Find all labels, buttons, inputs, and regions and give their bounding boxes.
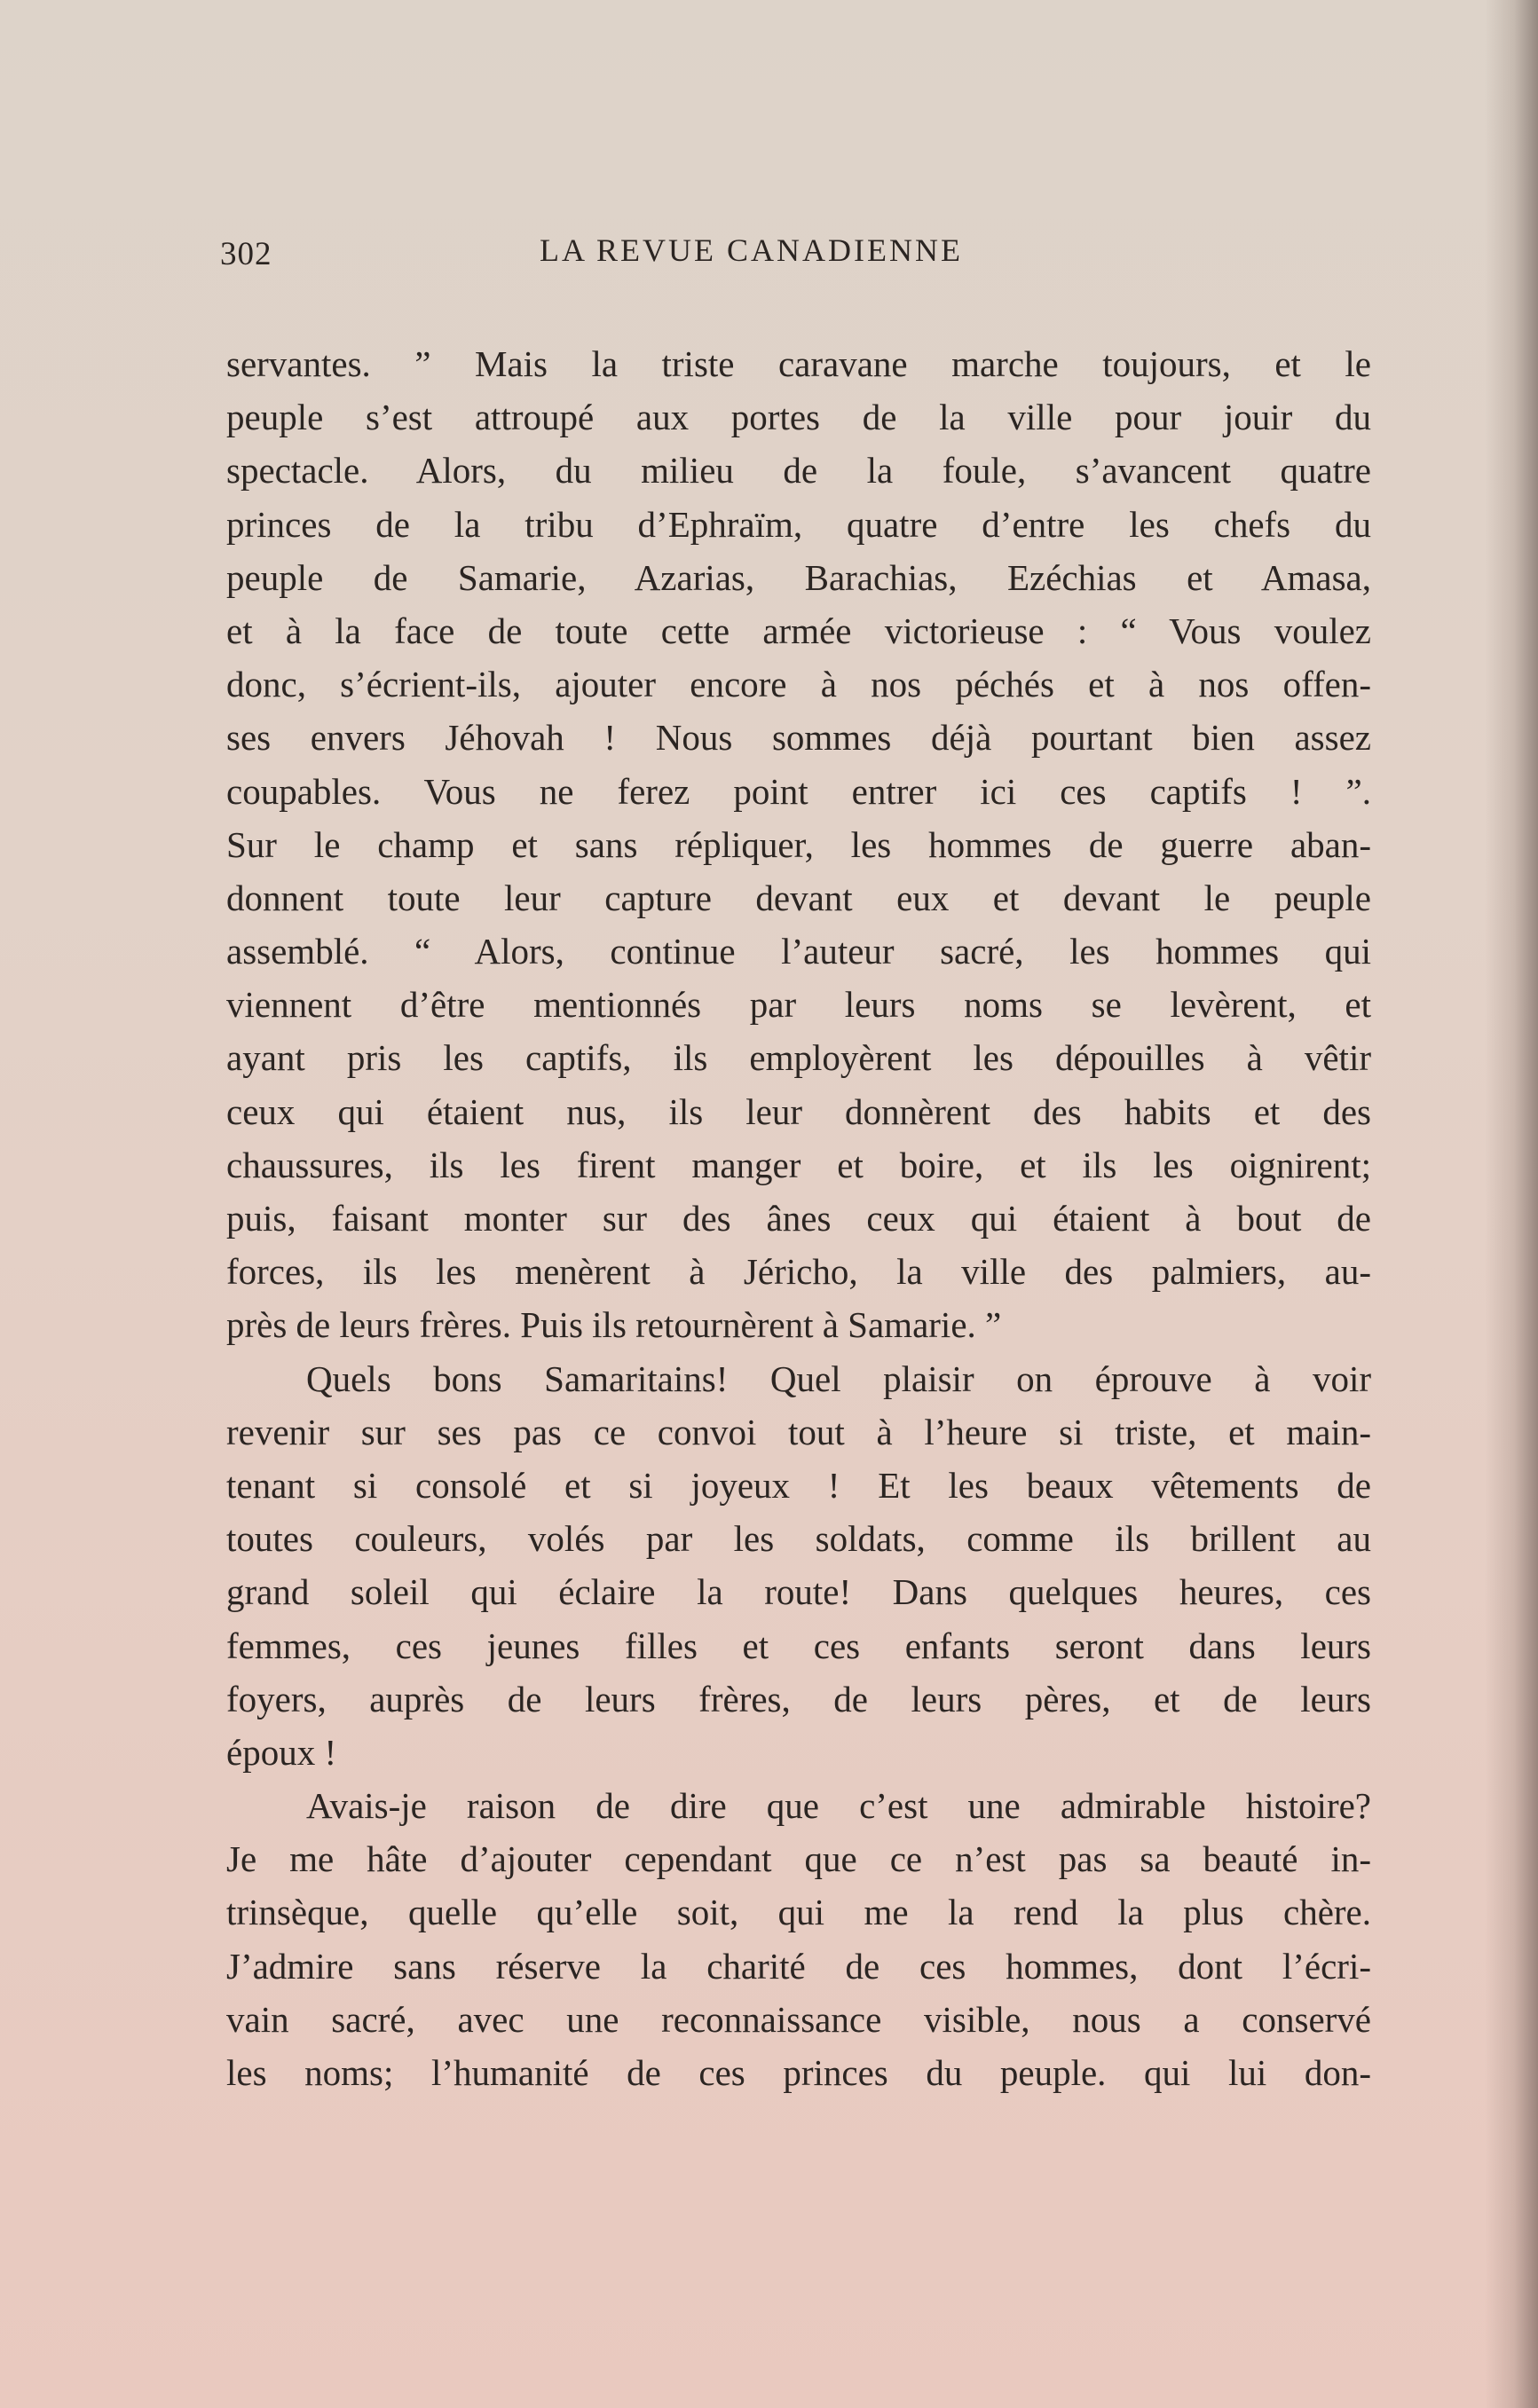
text-line: ayant pris les captifs, ils employèrent les dépouilles à vêtir (226, 1037, 1371, 1079)
text-line: Quels bons Samaritains! Quel plaisir on éprouve à voir (306, 1357, 1371, 1399)
text-line: spectacle. Alors, du milieu de la foule, s’avancent quatre (226, 450, 1371, 492)
running-title: LA REVUE CANADIENNE (540, 232, 963, 268)
text-line: donnent toute leur capture devant eux et devant le peuple (226, 877, 1371, 918)
text-line: J’admire sans réserve la charité de ces hommes, dont l’écri- (226, 1945, 1371, 1987)
text-line: grand soleil qui éclaire la route! Dans quelques heures, ces (226, 1571, 1371, 1613)
text-line: femmes, ces jeunes filles et ces enfants seront dans leurs (226, 1625, 1371, 1666)
page-number: 302 (220, 236, 272, 272)
text-line: ceux qui étaient nus, ils leur donnèrent des habits et des (226, 1090, 1371, 1132)
text-line: viennent d’être mentionnés par leurs noms se levèrent, et (226, 984, 1371, 1026)
text-line: ses envers Jéhovah ! Nous sommes déjà pourtant bien assez (226, 717, 1371, 759)
body-text (226, 337, 1371, 2099)
text-line: donc, s’écrient-ils, ajouter encore à nos péchés et à nos offen- (226, 664, 1371, 705)
text-line: forces, ils les menèrent à Jéricho, la ville des palmiers, au- (226, 1251, 1371, 1293)
page-edge-shadow (1485, 0, 1538, 2408)
text-line: puis, faisant monter sur des ânes ceux qui étaient à bout de (226, 1198, 1371, 1239)
text-line: peuple de Samarie, Azarias, Barachias, Ezéchias et Amasa, (226, 556, 1371, 598)
text-line: servantes. ” Mais la triste caravane marche toujours, et le (226, 343, 1371, 384)
text-line: foyers, auprès de leurs frères, de leurs pères, et de leurs (226, 1678, 1371, 1719)
text-line: Sur le champ et sans répliquer, les hommes de guerre aban- (226, 823, 1371, 865)
text-line: princes de la tribu d’Ephraïm, quatre d’entre les chefs du (226, 503, 1371, 545)
text-line: tenant si consolé et si joyeux ! Et les beaux vêtements de (226, 1464, 1371, 1506)
text-line: les noms; l’humanité de ces princes du peuple. qui lui don- (226, 2052, 1371, 2093)
page-header (220, 226, 1374, 279)
text-line: près de leurs frères. Puis ils retournèrent à Samarie. ” (226, 1304, 1002, 1346)
text-line: coupables. Vous ne ferez point entrer ici ces captifs ! ”. (226, 770, 1371, 812)
text-line: chaussures, ils les firent manger et boire, et ils les oignirent; (226, 1144, 1371, 1185)
text-line: vain sacré, avec une reconnaissance visible, nous a conservé (226, 1998, 1371, 2040)
text-line: assemblé. “ Alors, continue l’auteur sacré, les hommes qui (226, 931, 1371, 972)
text-line: époux ! (226, 1731, 337, 1773)
text-line: et à la face de toute cette armée victorieuse : “ Vous voulez (226, 610, 1371, 651)
text-line: trinsèque, quelle qu’elle soit, qui me la rend la plus chère. (226, 1892, 1371, 1933)
text-line: Je me hâte d’ajouter cependant que ce n’est pas sa beauté in- (226, 1838, 1371, 1880)
text-line: peuple s’est attroupé aux portes de la ville pour jouir du (226, 397, 1371, 438)
text-line: revenir sur ses pas ce convoi tout à l’heure si triste, et main- (226, 1411, 1371, 1452)
text-line: Avais-je raison de dire que c’est une admirable histoire? (306, 1785, 1371, 1827)
text-line: toutes couleurs, volés par les soldats, comme ils brillent au (226, 1518, 1371, 1560)
